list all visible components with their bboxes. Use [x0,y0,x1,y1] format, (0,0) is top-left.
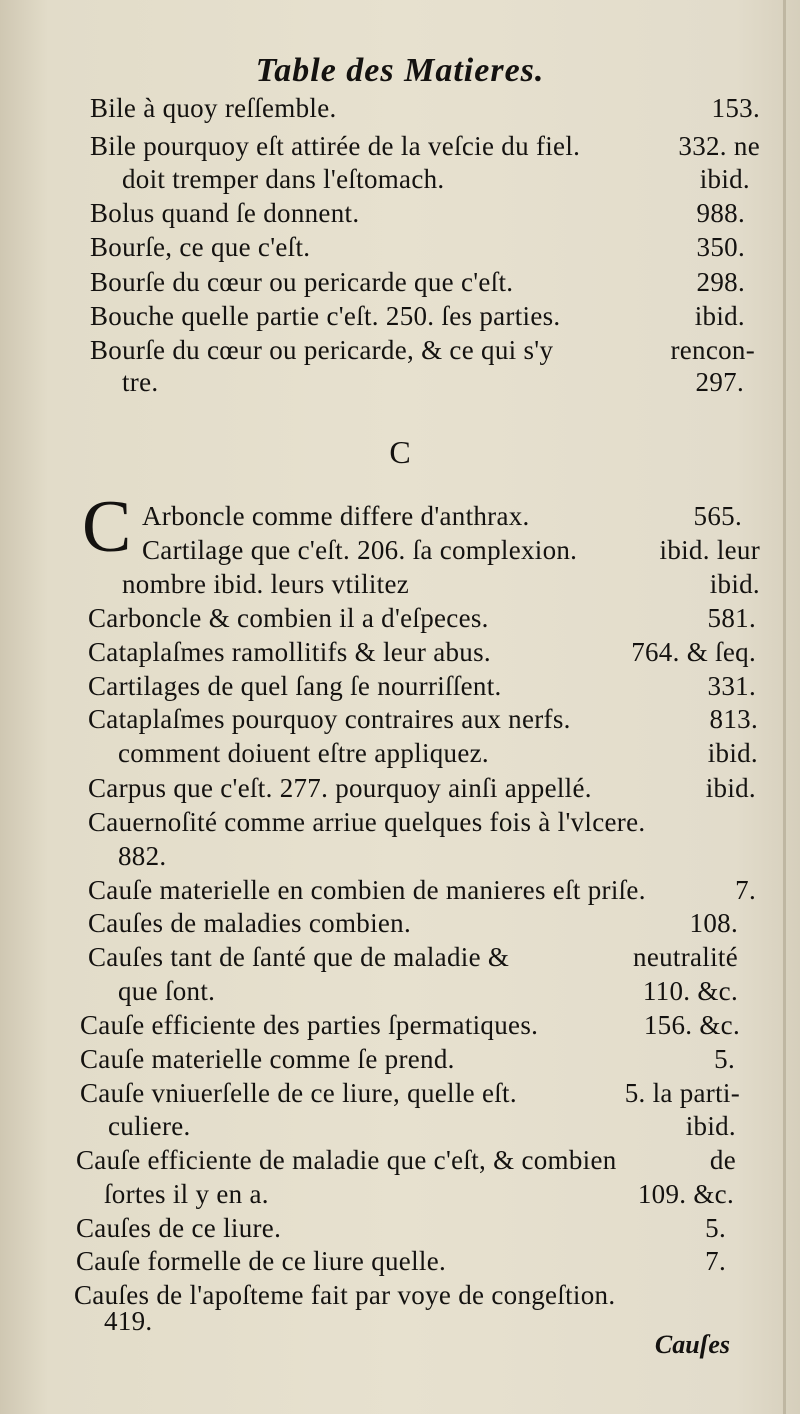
entry-text: Arboncle comme differe d'anthrax. [142,501,530,531]
entry-ref: 331. [707,671,756,701]
entry-text: Carpus que c'eſt. 277. pourquoy ainſi appellé. [88,773,592,803]
entry-ref: 5. [705,1213,726,1243]
entry-text: Bolus quand ſe donnent. [90,198,360,228]
entry-ref: 813. [709,704,758,734]
page-header-title: Table des Matieres. [255,52,545,89]
entry-ref: 332. ne [678,131,760,161]
entry-ref: 581. [707,603,756,633]
entry-text: doit tremper dans l'eſtomach. [122,164,445,194]
entry-text: Cauſe efficiente de maladie que c'eſt, & combien [76,1145,617,1175]
entry-ref: 108. [689,908,738,938]
entry-ref: 7. [705,1246,726,1276]
entry-text: Cauſe vniuerſelle de ce liure, quelle eſt. [80,1078,517,1108]
entry-ref: ibid. [705,773,756,803]
entry-text: Cataplaſmes ramollitifs & leur abus. [88,637,491,667]
entry-ref: 153. [711,93,760,123]
entry-ref: ibid. leur [659,535,760,565]
entry-ref: 7. [735,875,756,905]
drop-cap-letter: C [82,486,132,568]
entry-ref: 350. [696,232,745,262]
entry-text: nombre ibid. leurs vtilitez [122,569,410,599]
entry-text: 419. [104,1306,153,1336]
entry-text: Cauſe efficiente des parties ſpermatiques. [80,1010,539,1040]
entry-ref: 5. la parti- [624,1078,740,1108]
entry-text: que ſont. [118,976,216,1006]
entry-ref: 109. &c. [637,1179,734,1209]
entry-ref: 565. [693,501,742,531]
entry-ref: 298. [696,267,745,297]
entry-text: Cauſe materielle comme ſe prend. [80,1044,455,1074]
entry-text: Bouche quelle partie c'eſt. 250. ſes parties. [90,301,561,331]
entry-text: Cataplaſmes pourquoy contraires aux nerfs. [88,704,571,734]
entry-ref: ibid. [685,1111,736,1141]
entry-ref: 5. [714,1044,735,1074]
entry-text: Cartilages de quel ſang ſe nourriſſent. [88,671,502,701]
entry-ref: ibid. [699,164,750,194]
entry-text: tre. [122,367,159,397]
entry-ref: de [709,1145,736,1175]
entry-ref: rencon- [670,335,755,365]
entry-text: Bile pourquoy eſt attirée de la veſcie du fiel. [90,131,581,161]
entry-text: Cauſes de maladies combien. [88,908,412,938]
entry-text: 882. [118,841,167,871]
entry-text: Bile à quoy reſſemble. [90,93,337,123]
entry-text: Cartilage que c'eſt. 206. ſa complexion. [142,535,578,565]
entry-text: Bourſe, ce que c'eſt. [90,232,311,262]
catchword: Cauſes [654,1330,730,1359]
entry-ref: ibid. [709,569,760,599]
entry-text: Bourſe du cœur ou pericarde que c'eſt. [90,267,514,297]
entry-text: Cauſes de l'apoſteme fait par voye de congeſtion. [74,1280,616,1310]
entry-text: comment doiuent eſtre appliquez. [118,738,489,768]
entry-text: Bourſe du cœur ou pericarde, & ce qui s'y [90,335,554,365]
section-letter-heading: C [389,434,411,470]
entry-ref: 297. [695,367,744,397]
entry-text: Carboncle & combien il a d'eſpeces. [88,603,489,633]
entry-ref: ibid. [707,738,758,768]
entry-ref: 764. & ſeq. [631,637,756,667]
entry-text: Cauſes tant de ſanté que de maladie & [88,942,510,972]
entry-ref: ibid. [694,301,745,331]
entry-text: Cauſe formelle de ce liure quelle. [76,1246,447,1276]
entry-text: culiere. [108,1111,191,1141]
entry-ref: 156. &c. [643,1010,740,1040]
entry-text: Cauſes de ce liure. [76,1213,282,1243]
entry-ref: 988. [696,198,745,228]
entry-ref: neutralité [633,942,738,972]
entry-text: Cauernoſité comme arriue quelques fois à l'vlcere. [88,807,646,837]
page-fold-shadow [783,0,786,1414]
entry-text: Cauſe materielle en combien de manieres eſt priſe. [88,875,646,905]
entry-text: ſortes il y en a. [104,1179,269,1209]
entry-ref: 110. &c. [642,976,738,1006]
